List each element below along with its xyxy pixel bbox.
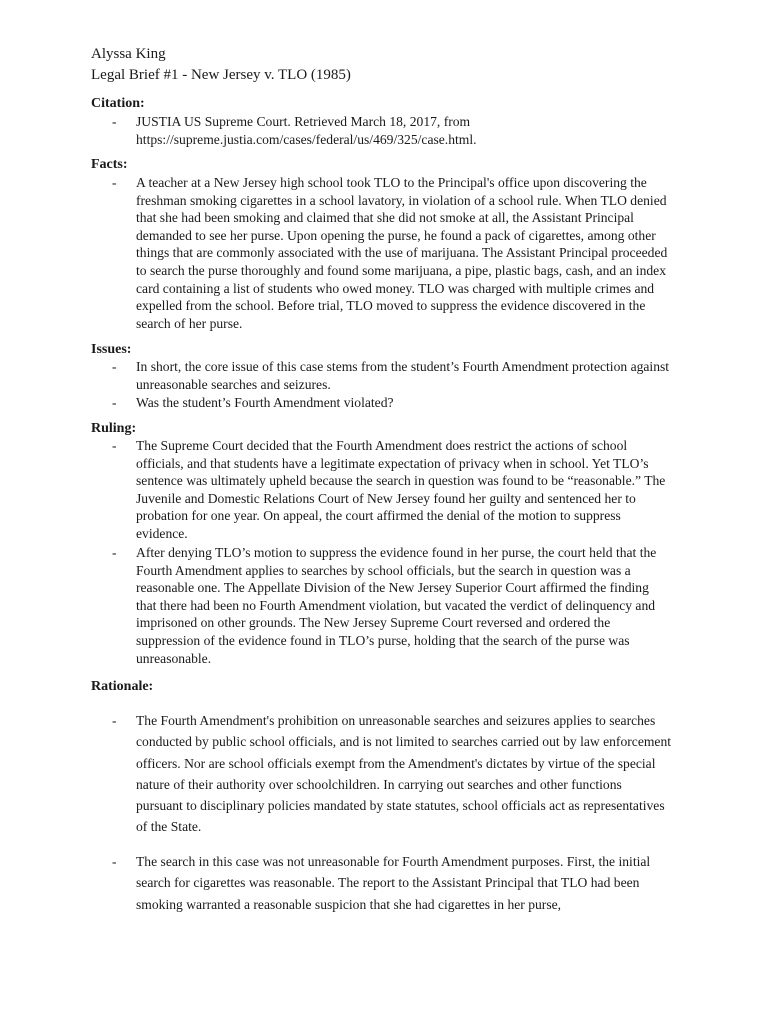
- citation-heading: Citation:: [91, 96, 145, 111]
- ruling-text-2: After denying TLO’s motion to suppress the evidence found in her purse, the court held that the Fourth Amendment applies to searches by school officials, but the search in question was a reasonable one. The Appellate Division of the New Jersey Superior Court affirmed the finding that there had been no Fourth Amendment violation, but vacated the verdict of delinquency and imprisoned on other grounds. The New Jersey Supreme Court reversed and ordered the suppression of the evidence found in TLO’s purse, holding that the search of the purse was unreasonable.: [136, 545, 657, 666]
- bullet-dash: -: [112, 545, 117, 560]
- issues-item-1: [112, 358, 672, 393]
- rationale-text-1: The Fourth Amendment's prohibition on unreasonable searches and seizures applies to searches conducted by public school officials, and is not limited to searches carried out by law enforcement officers. Nor are school officials exempt from the Amendment's dictates by virtue of the special nature of their authority over schoolchildren. In carrying out searches and other functions pursuant to disciplinary policies mandated by state statutes, school officials act as representatives of the State.: [136, 713, 672, 835]
- ruling-item-2: [112, 544, 672, 667]
- facts-item: [112, 174, 672, 332]
- document-title: Legal Brief #1 - New Jersey v. TLO (1985): [91, 67, 351, 83]
- bullet-dash: -: [112, 854, 117, 869]
- rationale-item-1: [112, 710, 672, 838]
- issues-heading: Issues:: [91, 342, 132, 357]
- rationale-item-2: [112, 851, 672, 915]
- ruling-heading: Ruling:: [91, 421, 137, 436]
- bullet-dash: -: [112, 114, 117, 129]
- ruling-text-1: The Supreme Court decided that the Fourth Amendment does restrict the actions of school officials, and that students have a legitimate expectation of privacy when in school. Yet TLO’s sentence was ultimately upheld because the search in question was found to be “reasonable.” The Juvenile and Domestic Relations Court of New Jersey found her guilty and sentenced her to probation for one year. On appeal, the court affirmed the denial of the motion to suppress evidence.: [136, 438, 666, 541]
- issues-text-2: Was the student’s Fourth Amendment violated?: [136, 395, 394, 410]
- citation-text: JUSTIA US Supreme Court. Retrieved March 18, 2017, from https://supreme.justia.com/cases/federal/us/469/325/case.html.: [136, 114, 477, 147]
- bullet-dash: -: [112, 395, 117, 410]
- citation-item: [112, 113, 672, 148]
- facts-text: A teacher at a New Jersey high school took TLO to the Principal's office upon discovering the freshman smoking cigarettes in a school lavatory, in violation of a school rule. When TLO denied that she had been smoking and claimed that she did not smoke at all, the Assistant Principal demanded to see her purse. Upon opening the purse, he found a pack of cigarettes, among other things that are commonly associated with the use of marijuana. The Assistant Principal proceeded to search the purse thoroughly and found some marijuana, a pipe, plastic bags, cash, and an index card containing a list of students who owed money. TLO was charged with multiple crimes and expelled from the school. Before trial, TLO moved to suppress the evidence discovered in the search of her purse.: [136, 175, 668, 331]
- facts-heading: Facts:: [91, 157, 128, 172]
- bullet-dash: -: [112, 359, 117, 374]
- rationale-heading: Rationale:: [91, 679, 154, 694]
- bullet-dash: -: [112, 713, 117, 728]
- rationale-text-2: The search in this case was not unreasonable for Fourth Amendment purposes. First, the initial search for cigarettes was reasonable. The report to the Assistant Principal that TLO had been smoking warranted a reasonable suspicion that she had cigarettes in her purse,: [136, 854, 651, 912]
- ruling-item-1: [112, 437, 672, 543]
- bullet-dash: -: [112, 438, 117, 453]
- bullet-dash: -: [112, 175, 117, 190]
- issues-item-2: [112, 394, 672, 412]
- author-name: Alyssa King: [91, 46, 166, 62]
- issues-text-1: In short, the core issue of this case stems from the student’s Fourth Amendment protection against unreasonable searches and seizures.: [136, 359, 670, 392]
